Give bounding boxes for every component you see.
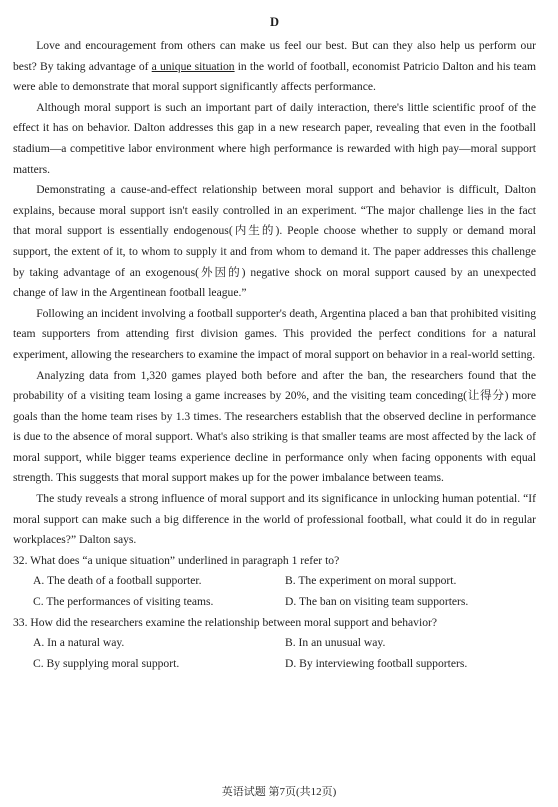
question-32-options — [13, 571, 536, 612]
question-32-option-c: C. The performances of visiting teams. — [33, 595, 214, 609]
passage-paragraph-1 — [13, 36, 536, 98]
question-33-options — [13, 633, 536, 674]
question-32-stem: 32. What does “a unique situation” underlined in paragraph 1 refer to? — [13, 553, 340, 567]
passage-paragraph-6: The study reveals a strong influence of moral support and its significance in unlocking human potential. “If moral support can make such a big difference in the world of professional football, what could it do in regular workplaces?” Dalton says. — [13, 492, 536, 547]
question-32-option-d: D. The ban on visiting team supporters. — [285, 595, 469, 609]
passage-paragraph-2: Although moral support is such an important part of daily interaction, there's little scientific proof of the effect it has on behavior. Dalton addresses this gap in a new research paper, revealing that even in the football stadium—a competitive labor environment where high performance is rewarded with high pay—moral support matters. — [13, 100, 536, 176]
question-33 — [13, 613, 536, 675]
question-32-option-a: A. The death of a football supporter. — [33, 574, 202, 588]
question-33-option-b: B. In an unusual way. — [285, 636, 386, 650]
section-heading: D — [269, 15, 280, 29]
underlined-phrase: a unique situation — [151, 59, 235, 73]
page-footer: 英语试题 第7页(共12页) — [221, 786, 337, 798]
question-33-option-c: C. By supplying moral support. — [33, 656, 180, 670]
question-33-option-d: D. By interviewing football supporters. — [285, 656, 468, 670]
paragraph-1-text-start: Love and encouragement from others can make us feel our best. But can they also help us perform our best? By taking advantage of — [13, 39, 536, 73]
paragraph-1-text-end: in the world of football, economist Patricio Dalton and his team were able to demonstrate that moral support significantly affects performance. — [13, 59, 536, 94]
passage-paragraph-3: Demonstrating a cause-and-effect relationship between moral support and behavior is difficult, Dalton explains, because moral support isn't easily controlled in an experiment. “The major challenge lies in the fact that moral support is essentially endogenous(内生的). People choose whether to supply or demand moral support, the extent of it, to whom to supply it and from whom to demand it. The paper addresses this challenge by taking advantage of an exogenous(外因的) negative shock on moral support caused by an unexpected change of law in the Argentinean football league.” — [13, 183, 536, 300]
question-33-option-a: A. In a natural way. — [33, 636, 125, 650]
question-32-option-b: B. The experiment on moral support. — [285, 574, 457, 588]
question-32 — [13, 551, 536, 613]
passage-paragraph-5: Analyzing data from 1,320 games played both before and after the ban, the researchers found that the probability of a visiting team losing a game increases by 20%, and the visiting team conceding(让得分) more goals than the home team rises by 1.3 times. The researchers establish that the observed decline in performance is due to the absence of moral support. What's also striking is that smaller teams are most affected by the lack of moral support, while bigger teams experience decline in performance only when facing opponents with equal strength. This suggests that moral support makes up for the power imbalance between teams. — [13, 368, 536, 485]
question-33-stem: 33. How did the researchers examine the relationship between moral support and behavior? — [13, 615, 437, 629]
passage-paragraph-4: Following an incident involving a football supporter's death, Argentina placed a ban that prohibited visiting team supporters from attending first division games. This provided the perfect conditions for a natural experiment, allowing the researchers to examine the impact of moral support on behavior in a real-world setting. — [13, 306, 536, 361]
